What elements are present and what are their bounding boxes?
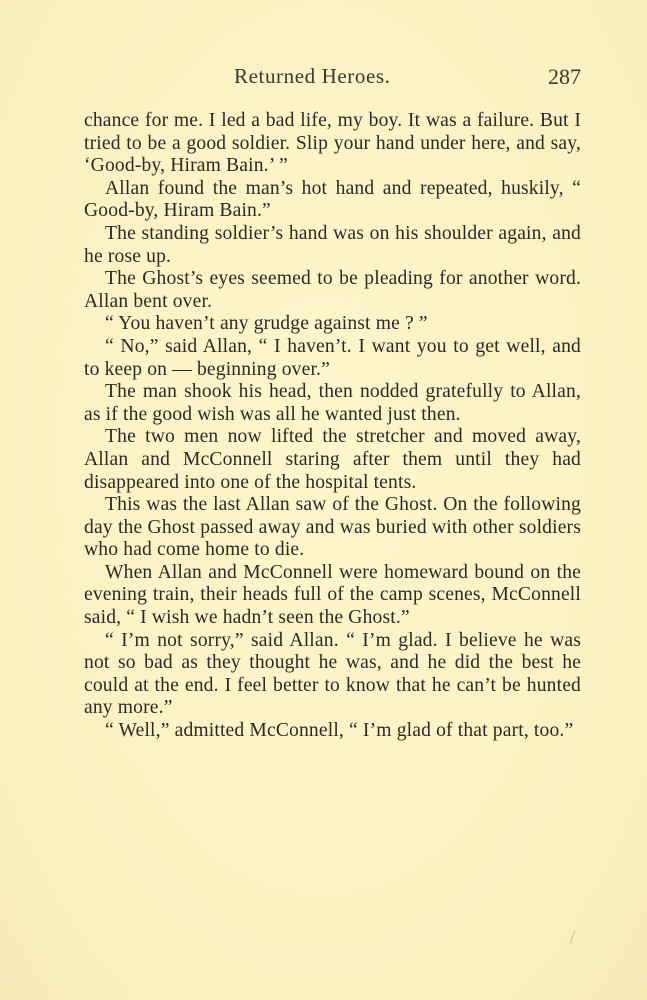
running-head-title: Returned Heroes.	[234, 64, 391, 88]
paragraph-continued: chance for me. I led a bad life, my boy. It was a failure. But I tried to be a good soldier. Slip your hand under here, and say, ‘Good-by, Hiram Bain.’ ”	[84, 110, 581, 177]
body-text	[84, 110, 581, 743]
paragraph: “ Well,” admitted McConnell, “ I’m glad of that part, too.”	[105, 720, 574, 742]
paragraph: The man shook his head, then nodded gratefully to Allan, as if the good wish was all he wanted just then.	[84, 381, 581, 425]
paragraph: The Ghost’s eyes seemed to be pleading for another word. Allan bent over.	[84, 268, 581, 312]
paragraph: When Allan and McConnell were homeward bound on the evening train, their heads full of the camp scenes, McConnell said, “ I wish we hadn’t seen the Ghost.”	[84, 561, 581, 629]
paragraph: “ I’m not sorry,” said Allan. “ I’m glad. I believe he was not so bad as they thought he was, and he did the best he could at the end. I feel better to know that he can’t be hunted any more.”	[84, 629, 581, 719]
paragraph: Allan found the man’s hot hand and repeated, huskily, “ Good-by, Hiram Bain.”	[84, 177, 581, 222]
paragraph: “ No,” said Allan, “ I haven’t. I want you to get well, and to keep on — beginning over.”	[84, 335, 581, 380]
page-number: 287	[548, 64, 581, 89]
paragraph: This was the last Allan saw of the Ghost. On the following day the Ghost passed away and was buried with other soldiers who had come home to die.	[84, 494, 581, 561]
paragraph: The standing soldier’s hand was on his shoulder again, and he rose up.	[84, 222, 581, 267]
paragraph: The two men now lifted the stretcher and moved away, Allan and McConnell staring after them until they had disappeared into one of the hospital tents.	[84, 426, 581, 493]
paragraph: “ You haven’t any grudge against me ? ”	[105, 313, 428, 335]
paper-speck	[570, 930, 576, 943]
running-head	[84, 64, 581, 94]
